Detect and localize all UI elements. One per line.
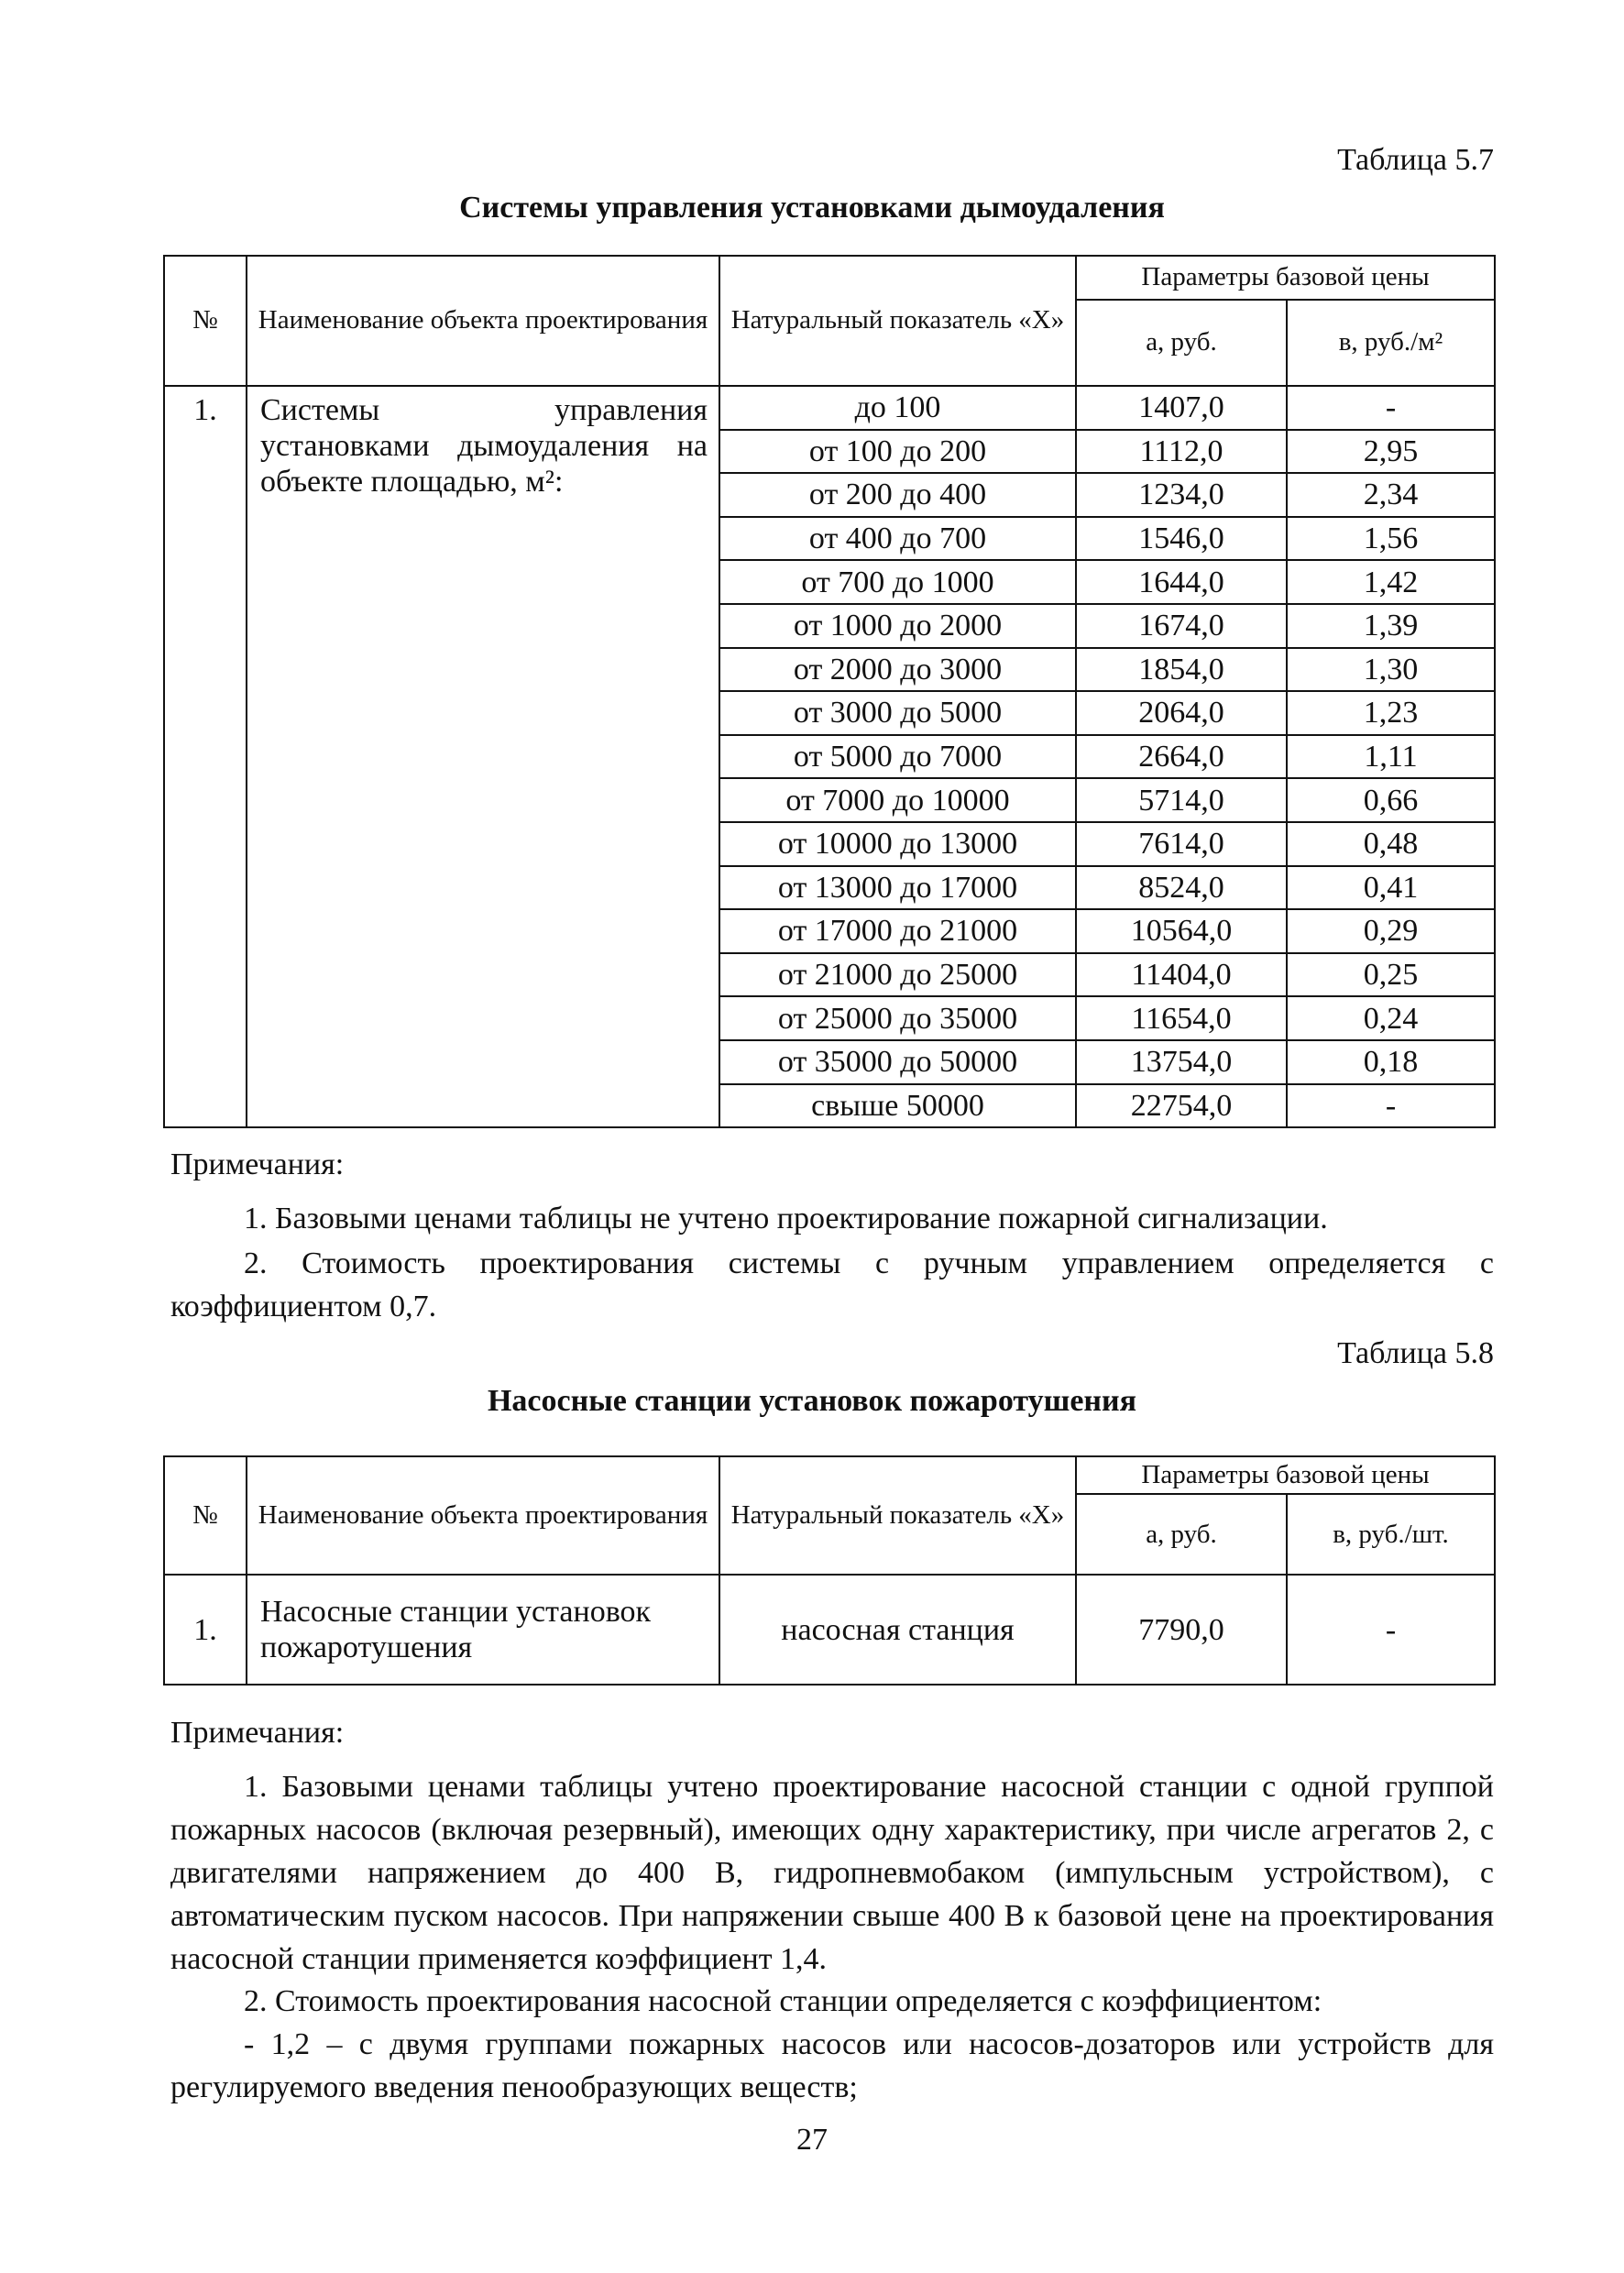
notes-heading: Примечания: bbox=[170, 1716, 345, 1750]
row-b: 0,41 bbox=[1287, 866, 1495, 910]
header-params: Параметры базовой цены bbox=[1076, 256, 1495, 300]
row-indicator: от 5000 до 7000 bbox=[719, 735, 1076, 779]
row-indicator: до 100 bbox=[719, 386, 1076, 430]
row-num: 1. bbox=[164, 386, 247, 1127]
row-name: Системы управления установками дымоудаления на объекте площадью, м²: bbox=[247, 386, 719, 1127]
row-indicator: от 400 до 700 bbox=[719, 517, 1076, 561]
table-label: Таблица 5.7 bbox=[1337, 143, 1494, 177]
table-row bbox=[164, 1575, 1495, 1685]
row-indicator: насосная станция bbox=[719, 1575, 1076, 1685]
table-title: Системы управления установками дымоудаления bbox=[459, 191, 1165, 225]
row-b: 1,42 bbox=[1287, 560, 1495, 604]
row-b: 2,95 bbox=[1287, 430, 1495, 474]
row-b: 1,39 bbox=[1287, 604, 1495, 648]
smoke-control-price-table bbox=[163, 255, 1496, 1128]
row-indicator: от 25000 до 35000 bbox=[719, 996, 1076, 1040]
row-b: 1,23 bbox=[1287, 691, 1495, 735]
row-a: 2064,0 bbox=[1076, 691, 1287, 735]
note-item: 1. Базовыми ценами таблицы не учтено проектирование пожарной сигнализации. bbox=[244, 1202, 1328, 1235]
row-b: 0,25 bbox=[1287, 953, 1495, 997]
row-a: 1407,0 bbox=[1076, 386, 1287, 430]
row-indicator: от 700 до 1000 bbox=[719, 560, 1076, 604]
row-indicator: от 200 до 400 bbox=[719, 473, 1076, 517]
note-item: 1. Базовыми ценами таблицы учтено проектирование насосной станции с одной группой пожарных насосов (включая резервный), имеющих одну характеристику, при числе агрегатов 2, с двигателями напряжением до 400 В, гидропневмобаком (импульсным устройством), с автоматическим пуском насосов. При напряжении свыше 400 В к базовой цене на проектирования насосной станции применяется коэффициент 1,4. bbox=[170, 1770, 1494, 1976]
row-b: 1,11 bbox=[1287, 735, 1495, 779]
note-item: 2. Стоимость проектирования системы с ручным управлением определяется с коэффициентом 0,7. bbox=[170, 1246, 1494, 1323]
row-name: Насосные станции установок пожаротушения bbox=[247, 1575, 719, 1685]
row-a: 1674,0 bbox=[1076, 604, 1287, 648]
row-b: 1,56 bbox=[1287, 517, 1495, 561]
row-a: 1546,0 bbox=[1076, 517, 1287, 561]
row-a: 13754,0 bbox=[1076, 1040, 1287, 1084]
row-a: 22754,0 bbox=[1076, 1084, 1287, 1128]
row-num: 1. bbox=[164, 1575, 247, 1685]
row-a: 11654,0 bbox=[1076, 996, 1287, 1040]
header-b: в, руб./м² bbox=[1287, 300, 1495, 386]
row-a: 2664,0 bbox=[1076, 735, 1287, 779]
table-body bbox=[164, 386, 1495, 1127]
row-indicator: от 2000 до 3000 bbox=[719, 648, 1076, 692]
table-label: Таблица 5.8 bbox=[1337, 1336, 1494, 1370]
row-a: 11404,0 bbox=[1076, 953, 1287, 997]
row-a: 1854,0 bbox=[1076, 648, 1287, 692]
row-a: 1644,0 bbox=[1076, 560, 1287, 604]
row-indicator: свыше 50000 bbox=[719, 1084, 1076, 1128]
row-a: 1112,0 bbox=[1076, 430, 1287, 474]
row-a: 8524,0 bbox=[1076, 866, 1287, 910]
header-indicator: Натуральный показатель «X» bbox=[719, 256, 1076, 386]
row-b: 1,30 bbox=[1287, 648, 1495, 692]
row-a: 10564,0 bbox=[1076, 909, 1287, 953]
row-a: 1234,0 bbox=[1076, 473, 1287, 517]
row-b: - bbox=[1287, 1575, 1495, 1685]
row-indicator: от 1000 до 2000 bbox=[719, 604, 1076, 648]
row-indicator: от 100 до 200 bbox=[719, 430, 1076, 474]
row-b: 0,29 bbox=[1287, 909, 1495, 953]
row-indicator: от 13000 до 17000 bbox=[719, 866, 1076, 910]
row-indicator: от 35000 до 50000 bbox=[719, 1040, 1076, 1084]
row-b: 0,48 bbox=[1287, 822, 1495, 866]
header-b: в, руб./шт. bbox=[1287, 1494, 1495, 1575]
table-row bbox=[164, 386, 1495, 430]
header-name: Наименование объекта проектирования bbox=[247, 1456, 719, 1575]
row-b: - bbox=[1287, 386, 1495, 430]
header-params: Параметры базовой цены bbox=[1076, 1456, 1495, 1494]
row-indicator: от 3000 до 5000 bbox=[719, 691, 1076, 735]
header-a: а, руб. bbox=[1076, 300, 1287, 386]
page-number: 27 bbox=[796, 2123, 828, 2157]
header-indicator: Натуральный показатель «X» bbox=[719, 1456, 1076, 1575]
header-name: Наименование объекта проектирования bbox=[247, 256, 719, 386]
row-indicator: от 10000 до 13000 bbox=[719, 822, 1076, 866]
header-num: № bbox=[164, 256, 247, 386]
note-item: 2. Стоимость проектирования насосной станции определяется с коэффициентом: bbox=[244, 1984, 1322, 2018]
pump-station-price-table bbox=[163, 1455, 1496, 1686]
row-a: 7614,0 bbox=[1076, 822, 1287, 866]
table-title: Насосные станции установок пожаротушения bbox=[487, 1384, 1137, 1418]
row-a: 5714,0 bbox=[1076, 778, 1287, 822]
row-b: 0,24 bbox=[1287, 996, 1495, 1040]
row-indicator: от 17000 до 21000 bbox=[719, 909, 1076, 953]
header-num: № bbox=[164, 1456, 247, 1575]
row-b: 2,34 bbox=[1287, 473, 1495, 517]
row-b: 0,66 bbox=[1287, 778, 1495, 822]
row-a: 7790,0 bbox=[1076, 1575, 1287, 1685]
row-b: 0,18 bbox=[1287, 1040, 1495, 1084]
row-indicator: от 7000 до 10000 bbox=[719, 778, 1076, 822]
note-item: - 1,2 – с двумя группами пожарных насосов или насосов-дозаторов или устройств для регулируемого введения пенообразующих веществ; bbox=[170, 2027, 1494, 2104]
row-indicator: от 21000 до 25000 bbox=[719, 953, 1076, 997]
row-b: - bbox=[1287, 1084, 1495, 1128]
notes-heading: Примечания: bbox=[170, 1147, 345, 1181]
header-a: а, руб. bbox=[1076, 1494, 1287, 1575]
